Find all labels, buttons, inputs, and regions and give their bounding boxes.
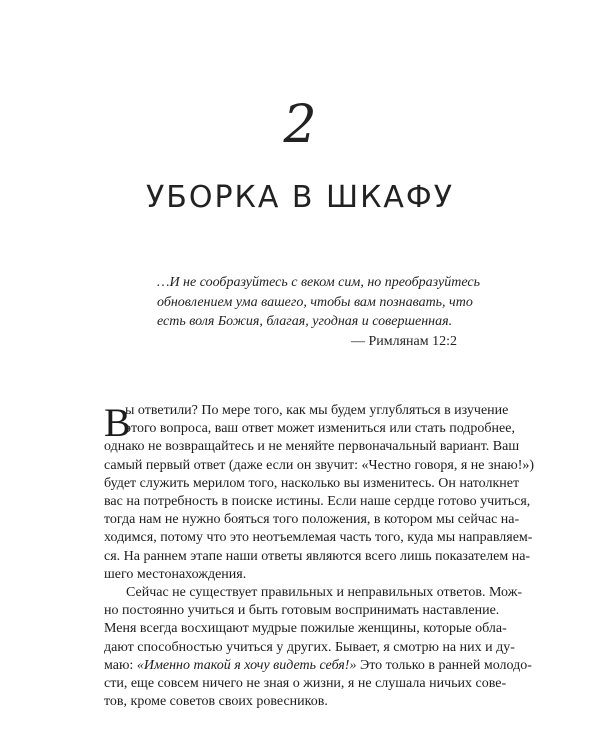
text-line: шего местонахождения. (104, 566, 247, 582)
text-line: будет служить мерилом того, насколько вы изменитесь. Он натолкнет (104, 475, 520, 491)
chapter-title: УБОРКА В ШКАФУ (145, 180, 455, 215)
dropcap-block (104, 400, 515, 445)
text-line: ы ответили? По мере того, как мы будем углубляться в изучение (125, 403, 509, 418)
epigraph-source: — Римлянам 12:2 (350, 333, 457, 349)
text-line-with-quote (104, 657, 532, 675)
text-line: вас на потребность в поиске истины. Если наше сердце готово учиться, (104, 494, 531, 510)
text-line: тов, кроме советов своих ровесников. (104, 694, 328, 710)
text-line: но постоянно учиться и быть готовым воспринимать наставление. (104, 603, 500, 619)
drop-cap: В (104, 400, 131, 445)
text-line: ходимся, потому что это неотъемлемая часть того, куда мы направляем- (104, 530, 533, 546)
body-text (104, 400, 535, 711)
text-line: сти, еще совсем ничего не зная о жизни, я не слушала ничьих сове- (104, 676, 507, 692)
text-run: маю: (104, 657, 137, 673)
text-line: однако не возвращайтесь и не меняйте первоначальный вариант. Ваш (104, 439, 520, 455)
epigraph-line: …И не сообразуйтесь с веком сим, но преобразуйтесь (157, 275, 480, 290)
epigraph-line: обновлением ума вашего, чтобы вам познавать, что (157, 294, 473, 310)
epigraph (157, 273, 480, 351)
text-line: самый первый ответ (даже если он звучит: «Честно говоря, я не знаю!») (104, 457, 535, 473)
text-line: Меня всегда восхищают мудрые пожилые женщины, которые обла- (104, 621, 507, 637)
paragraph-1 (104, 400, 535, 584)
text-line: ся. На раннем этапе наши ответы являются всего лишь показателем на- (104, 548, 531, 564)
epigraph-line: есть воля Божия, благая, угодная и совершенная. (157, 314, 453, 329)
text-line: дают способностью учиться у других. Бывает, я смотрю на них и ду- (104, 639, 515, 655)
text-line: Сейчас не существует правильных и неправильных ответов. Мож- (126, 585, 523, 601)
text-line: этого вопроса, ваш ответ может измениться или стать подробнее, (125, 421, 515, 437)
text-line: тогда нам не нужно бояться того положения, в котором мы сейчас на- (104, 512, 520, 528)
text-run: Это только в ранней молодо- (356, 657, 532, 673)
paragraph-2 (104, 584, 532, 711)
italic-quote: «Именно такой я хочу видеть себя!» (136, 657, 357, 673)
chapter-number: 2 (283, 95, 317, 155)
